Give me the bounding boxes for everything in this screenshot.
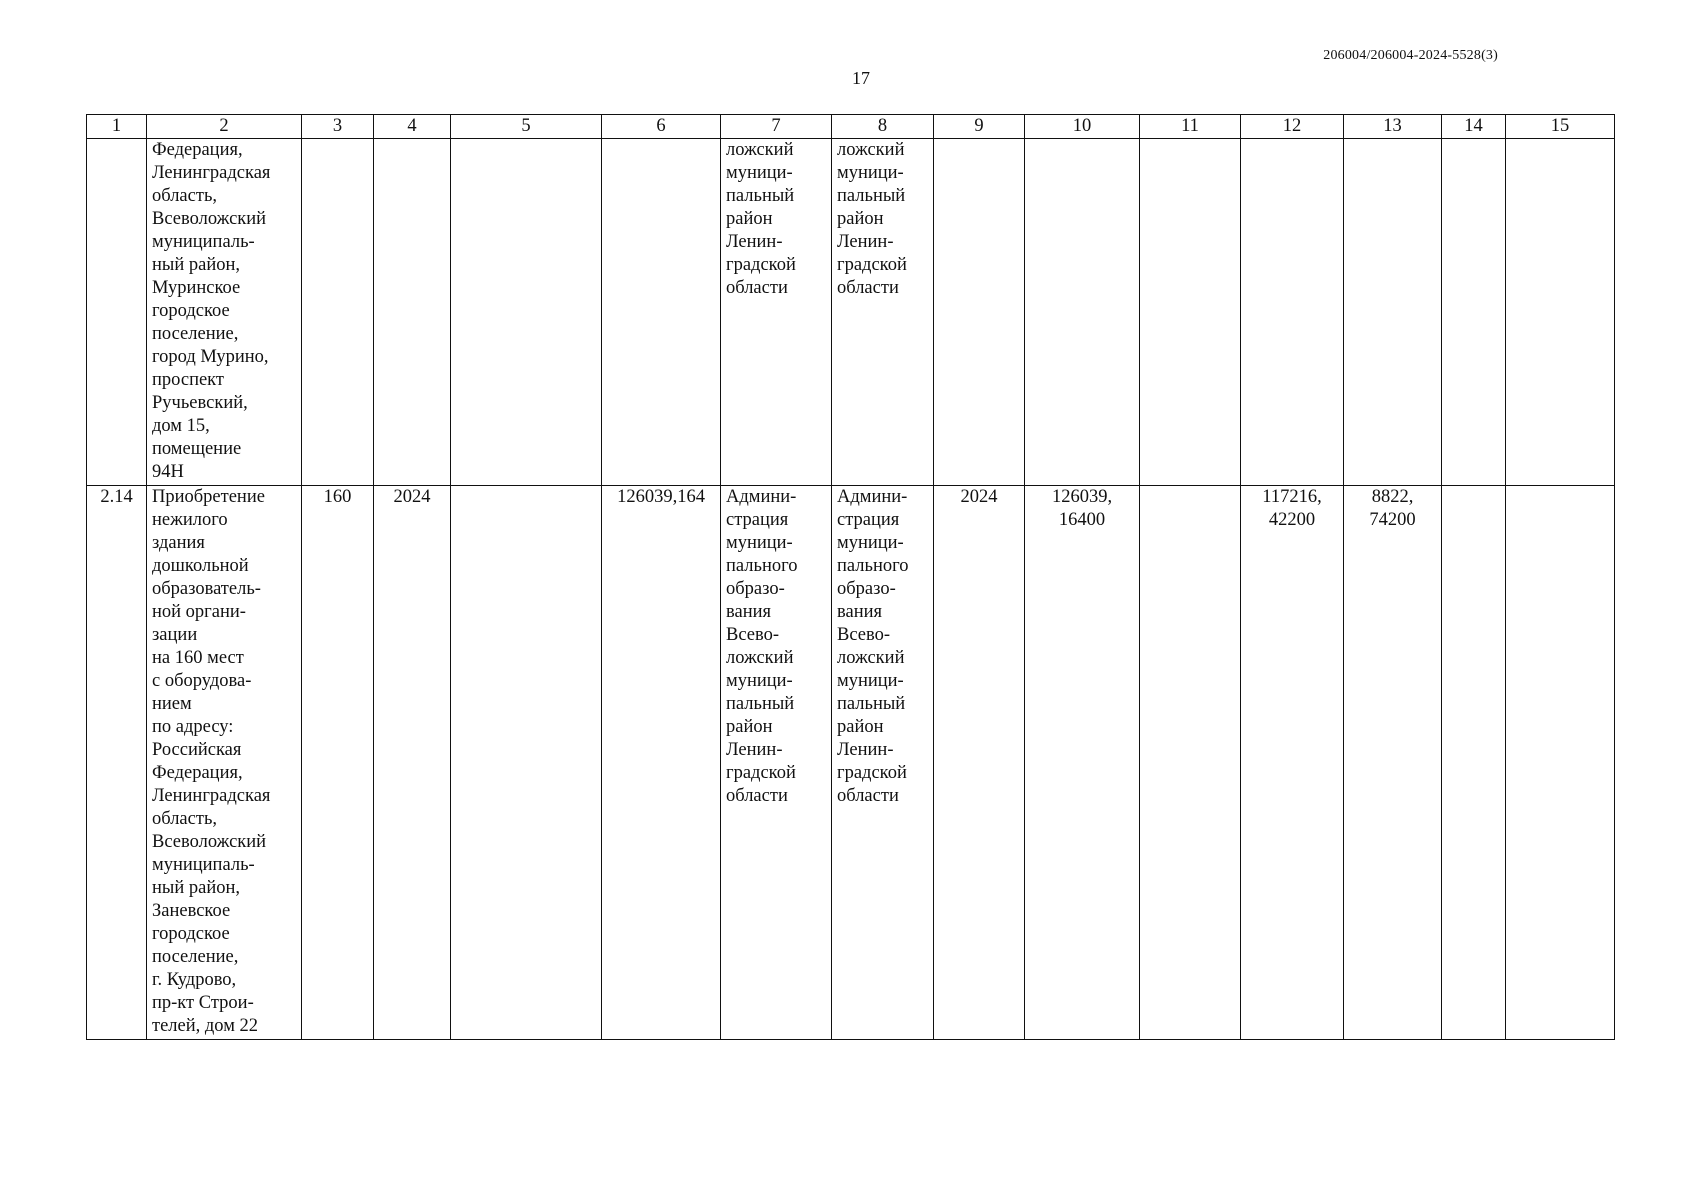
column-header-3: 3 [302,115,374,139]
cell-col-12 [1241,139,1344,486]
cell-col-14 [1442,486,1506,1040]
column-header-2: 2 [147,115,302,139]
column-header-5: 5 [451,115,602,139]
cell-col-13 [1344,139,1442,486]
cell-col-11 [1140,486,1241,1040]
cell-col-9 [934,139,1025,486]
cell-col-4 [374,139,451,486]
object-description-cell: Приобретение нежилого здания дошкольной образователь- ной органи- зации на 160 мест с оборудова- нием по адресу: Российская Федерация, Ленинградская область, Всеволожский муниципаль- ный район, Заневское городское поселение, г. Кудрово, пр-кт Строи- телей, дом 22 [147,486,302,1040]
column-header-10: 10 [1025,115,1140,139]
cell-col-12: 117216, 42200 [1241,486,1344,1040]
row-number-cell: 2.14 [87,486,147,1040]
table-row-continued [87,139,1615,486]
table-row-2-14 [87,486,1615,1040]
cell-col-15 [1506,486,1615,1040]
column-header-4: 4 [374,115,451,139]
cell-col-8: ложский муници- пальный район Ленин- градской области [832,139,934,486]
column-header-14: 14 [1442,115,1506,139]
cell-col-13: 8822, 74200 [1344,486,1442,1040]
cell-col-3 [302,139,374,486]
cell-col-7: ложский муници- пальный район Ленин- градской области [721,139,832,486]
page-number: 17 [852,68,870,88]
column-header-15: 15 [1506,115,1615,139]
column-header-1: 1 [87,115,147,139]
column-header-9: 9 [934,115,1025,139]
document-registration-number: 206004/206004-2024-5528(3) [1323,48,1498,63]
cell-col-4: 2024 [374,486,451,1040]
column-header-6: 6 [602,115,721,139]
column-header-8: 8 [832,115,934,139]
cell-col-15 [1506,139,1615,486]
column-header-7: 7 [721,115,832,139]
object-description-cell: Федерация, Ленинградская область, Всеволожский муниципаль- ный район, Муринское городское поселение, город Мурино, проспект Ручьевский, дом 15, помещение 94Н [147,139,302,486]
row-number-cell [87,139,147,486]
cell-col-10 [1025,139,1140,486]
cell-col-5 [451,486,602,1040]
cell-col-11 [1140,139,1241,486]
column-number-row [87,115,1615,139]
cell-col-6 [602,139,721,486]
cell-col-10: 126039, 16400 [1025,486,1140,1040]
cell-col-3: 160 [302,486,374,1040]
cell-col-6: 126039,164 [602,486,721,1040]
cell-col-14 [1442,139,1506,486]
cell-col-5 [451,139,602,486]
register-table [86,114,1615,1040]
cell-col-7: Админи- страция муници- пального образо- вания Всево- ложский муници- пальный район Ленин- градской области [721,486,832,1040]
cell-col-8: Админи- страция муници- пального образо- вания Всево- ложский муници- пальный район Ленин- градской области [832,486,934,1040]
cell-col-9: 2024 [934,486,1025,1040]
column-header-12: 12 [1241,115,1344,139]
column-header-13: 13 [1344,115,1442,139]
column-header-11: 11 [1140,115,1241,139]
